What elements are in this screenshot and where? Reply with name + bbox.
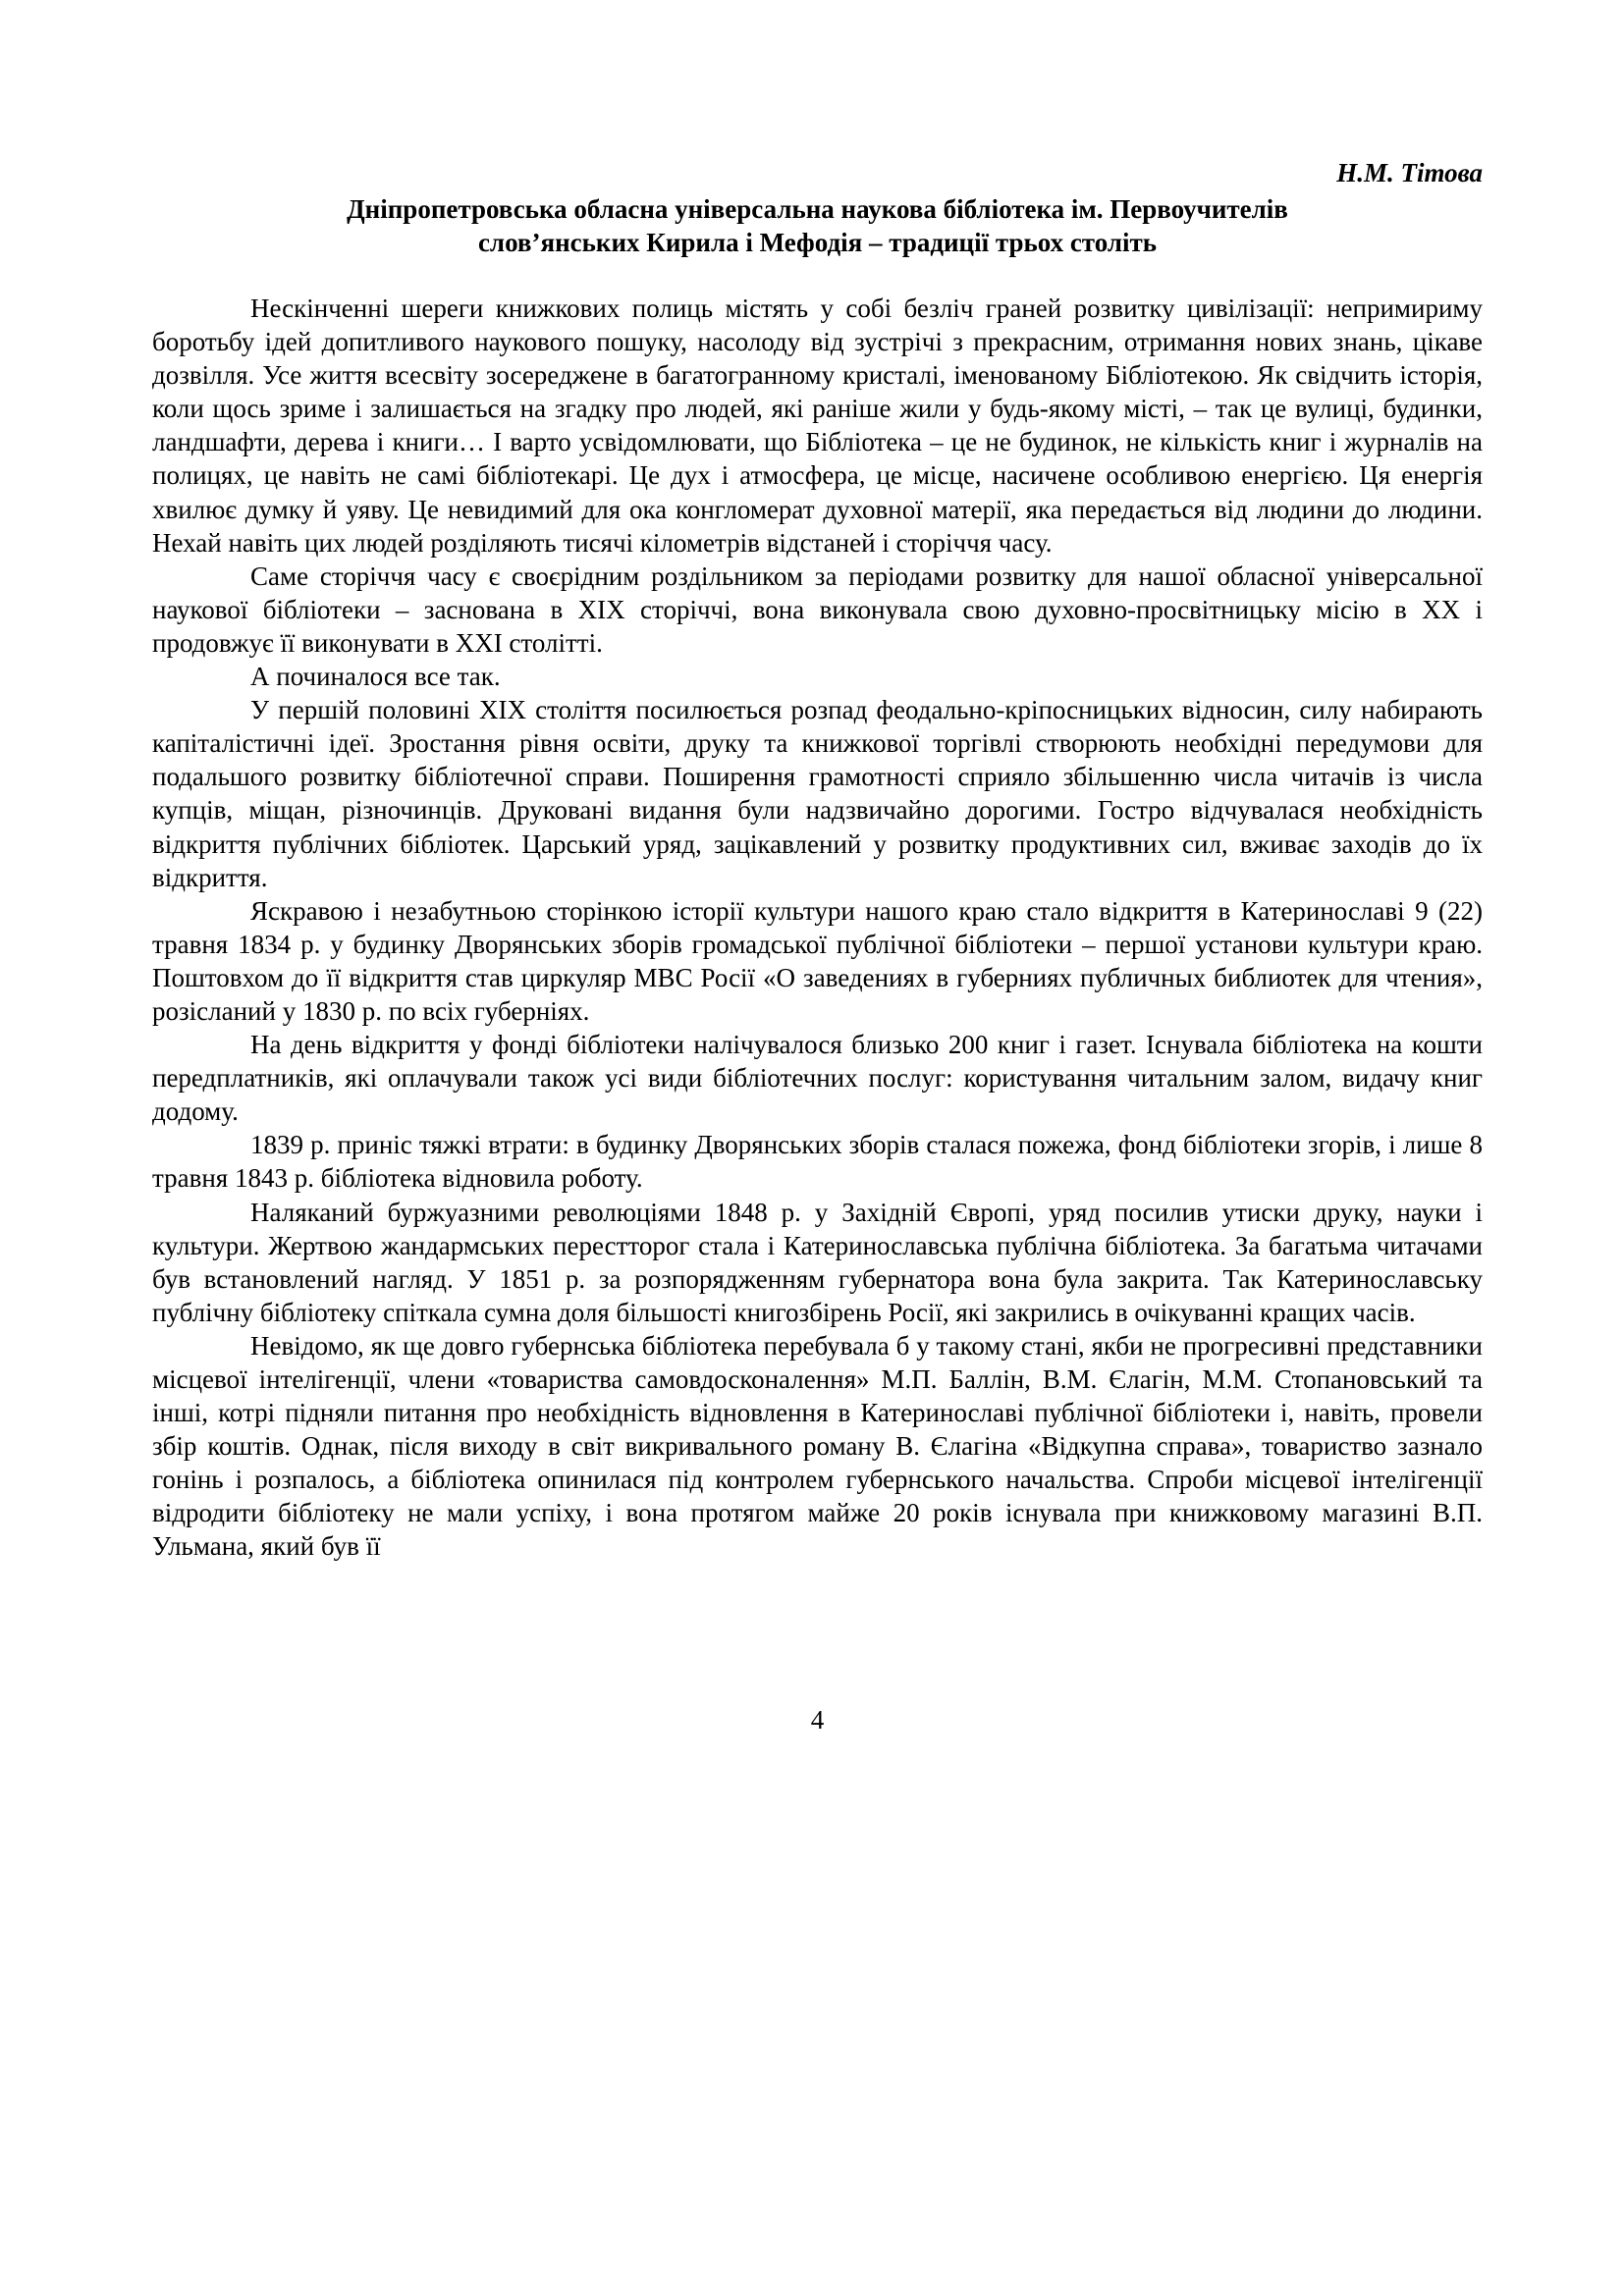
paragraph-1: Нескінченні шереги книжкових полиць містять у собі безліч граней розвитку цивілізації: непримириму боротьбу ідей допитливого наукового пошуку, насолоду від зустрічі з прекрасним, отримання нових знань, цікаве дозвілля. Усе життя всесвіту зосереджене в багатогранному кристалі, іменованому Бібліотекою. Як свідчить історія, коли щось зриме і залишається на згадку про людей, які раніше жили у будь-якому місті, – так це вулиці, будинки, ландшафти, дерева і книги… І варто усвідомлювати, що Бібліотека – це не будинок, не кількість книг і журналів на полицях, це навіть не самі бібліотекарі. Це дух і атмосфера, це місце, насичене особливою енергією. Ця енергія хвилює думку й уяву. Це невидимий для ока конгломерат духовної матерії, яка передається від людини до людини. Нехай навіть цих людей розділяють тисячі кілометрів відстаней і сторіччя часу. <box>152 294 1483 558</box>
paragraph-5: Яскравою і незабутньою сторінкою історії культури нашого краю стало відкриття в Катеринославі 9 (22) травня 1834 р. у будинку Дворянських зборів громадської публічної бібліотеки – першої установи культури краю. Поштовхом до її відкриття став циркуляр МВС Росії «О заведениях в губерниях публичных библиотек для чтения», розісланий у 1830 р. по всіх губерніях. <box>152 895 1483 1026</box>
author-name: Н.М. Тітова <box>1336 158 1483 187</box>
title-line-2: слов’янських Кирила і Мефодія – традиції трьох століть <box>477 228 1158 257</box>
paragraph-2: Саме сторіччя часу є своєрідним роздільником за періодами розвитку для нашої обласної універсальної наукової бібліотеки – заснована в ХІХ сторіччі, вона виконувала свою духовно-просвітницьку місію в ХХ і продовжує її виконувати в ХХІ столітті. <box>152 561 1483 658</box>
paragraph-3: А починалося все так. <box>250 662 501 692</box>
paragraph-7: 1839 р. приніс тяжкі втрати: в будинку Дворянських зборів сталася пожежа, фонд бібліотеки згорів, і лише 8 травня 1843 р. бібліотека відновила роботу. <box>152 1130 1483 1194</box>
paragraph-8: Наляканий буржуазними революціями 1848 р. у Західній Європі, уряд посилив утиски друку, науки і культури. Жертвою жандармських перестторог стала і Катеринославська публічна бібліотека. За багатьма читачами був встановлений нагляд. У 1851 р. за розпорядженням губернатора вона була закрита. Так Катеринославську публічну бібліотеку спіткала сумна доля більшості книгозбірень Росії, які закрились в очікуванні кращих часів. <box>152 1197 1483 1327</box>
title-line-1: Дніпропетровська обласна універсальна наукова бібліотека ім. Первоучителів <box>347 194 1288 224</box>
paragraph-6: На день відкриття у фонді бібліотеки налічувалося близько 200 книг і газет. Існувала бібліотека на кошти передплатників, які оплачували також усі види бібліотечних послуг: користування читальним залом, видачу книг додому. <box>152 1030 1483 1127</box>
article-body <box>152 292 1483 1564</box>
paragraph-9: Невідомо, як ще довго губернська бібліотека перебувала б у такому стані, якби не прогресивні представники місцевої інтелігенції, члени «товариства самовдосконалення» М.П. Баллін, В.М. Єлагін, М.М. Стопановський та інші, котрі підняли питання про необхідність відновлення в Катеринославі публічної бібліотеки і, навіть, провели збір коштів. Однак, після виходу в світ викривального роману В. Єлагіна «Відкупна справа», товариство зазнало гонінь і розпалось, а бібліотека опинилася під контролем губернського начальства. Спроби місцевої інтелігенції відродити бібліотеку не мали успіху, і вона протягом майже 20 років існувала при книжковому магазині В.П. Ульмана, який був її <box>152 1330 1483 1562</box>
page-number: 4 <box>810 1705 825 1735</box>
paragraph-4: У першій половині ХІХ століття посилюється розпад феодально-кріпосницьких відносин, силу набирають капіталістичні ідеї. Зростання рівня освіти, друку та книжкової торгівлі створюють необхідні передумови для подальшого розвитку бібліотечної справи. Поширення грамотності сприяло збільшенню числа читачів із числа купців, міщан, різночинців. Друковані видання були надзвичайно дорогими. Гостро відчувалася необхідність відкриття публічних бібліотек. Царський уряд, зацікавлений у розвитку продуктивних сил, вживає заходів до їх відкриття. <box>152 695 1483 892</box>
article-title <box>152 192 1483 259</box>
